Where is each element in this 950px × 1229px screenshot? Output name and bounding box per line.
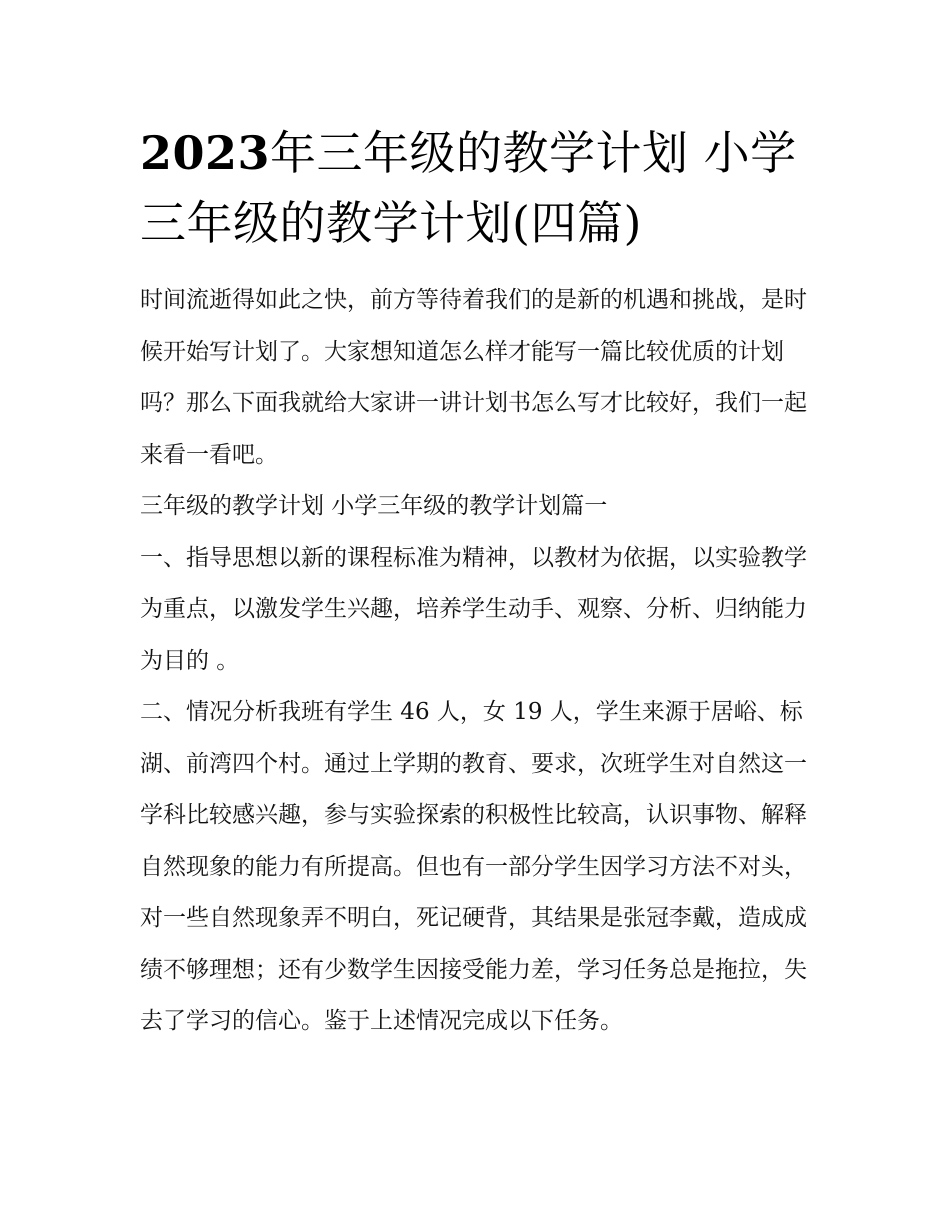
situation-analysis-paragraph: 二、情况分析我班有学生 46 人，女 19 人，学生来源于居峪、标湖、前湾四个村。通过上学期的教育、要求，次班学生对自然这一学科比较感兴趣，参与实验探索的积极性比较高，认识事物、解释自然现象的能力有所提高。但也有一部分学生因学习方法不对头，对一些自然现象弄不明白，死记硬背，其结果是张冠李戴，造成成绩不够理想；还有少数学生因接受能力差，学习任务总是拖拉，失去了学习的信心。鉴于上述情况完成以下任务。 — [140, 699, 807, 1034]
title-year: 2023 — [140, 126, 271, 180]
document-body — [140, 275, 820, 1048]
section-heading: 三年级的教学计划 小学三年级的教学计划篇一 — [140, 493, 608, 519]
intro-paragraph: 时间流逝得如此之快，前方等待着我们的是新的机遇和挑战，是时候开始写计划了。大家想知道怎么样才能写一篇比较优质的计划吗？那么下面我就给大家讲一讲计划书怎么写才比较好，我们一起来看一看吧。 — [140, 287, 807, 468]
document-title — [140, 118, 820, 258]
guiding-ideas-paragraph: 一、指导思想以新的课程标准为精神，以教材为依据，以实验教学为重点，以激发学生兴趣，培养学生动手、观察、分析、归纳能力为目的 。 — [140, 544, 807, 674]
title-text: 年三年级的教学计划 小学三年级的教学计划(四篇) — [140, 126, 797, 250]
